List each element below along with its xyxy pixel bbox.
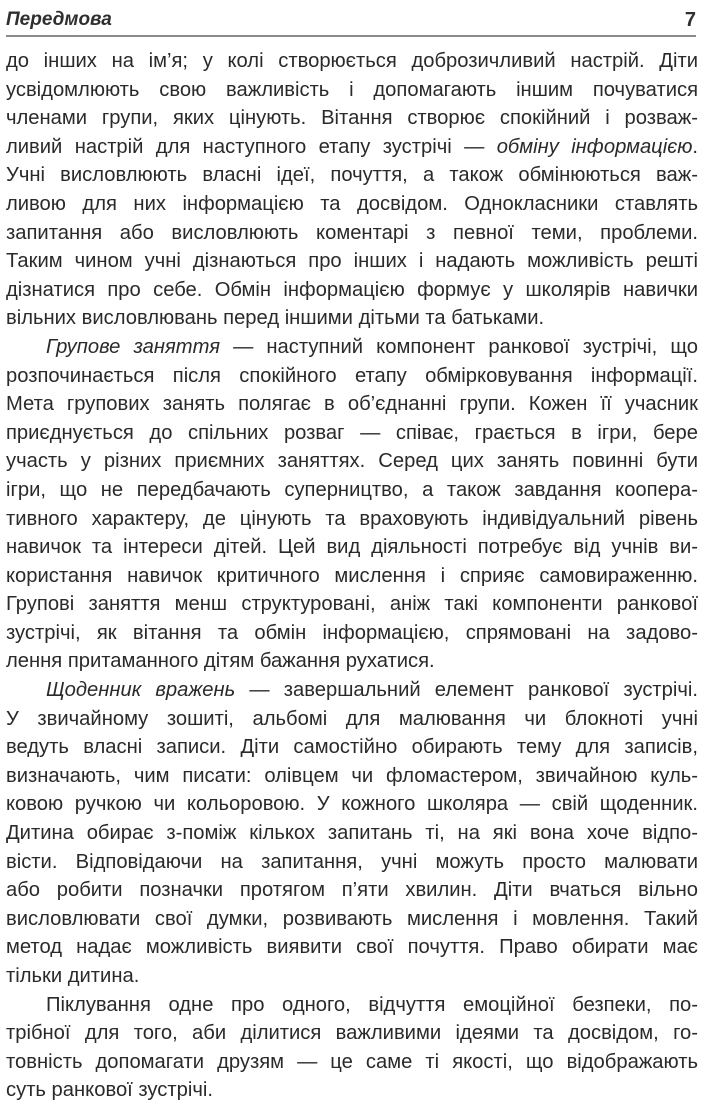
running-header bbox=[6, 3, 696, 37]
text-line: або робити позначки протягом п’яти хвилин. Діти вчаться вільно bbox=[6, 879, 698, 902]
line-text: — завершальний елемент ранкової зустрічі. bbox=[235, 679, 698, 702]
text-line: дізнатися про себе. Обмін інформацією формує у школярів навички bbox=[6, 278, 698, 301]
paragraph bbox=[6, 333, 698, 676]
text-line: розпочинається після спокійного етапу обмірковування інформації. bbox=[6, 364, 698, 387]
text-line: тивного характеру, де цінують та враховують індивідуальний рівень bbox=[6, 507, 698, 530]
section-title: Передмова bbox=[6, 9, 112, 30]
italic-term: Щоденник вражень bbox=[46, 679, 236, 702]
text-line: навичок та інтереси дітей. Цей вид діяльності потребує від учнів ви- bbox=[6, 536, 698, 559]
text-line: усвідомлюють свою важливість і допомагають іншим почуватися bbox=[6, 78, 698, 101]
text-line: Таким чином учні дізнаються про інших і надають можливість решті bbox=[6, 250, 698, 273]
text-line: зустрічі, як вітання та обмін інформацією, спрямовані на задово- bbox=[6, 621, 698, 644]
text-line: ковою ручкою чи кольоровою. У кожного школяра — свій щоденник. bbox=[6, 793, 698, 816]
text-line: Групові заняття менш структуровані, аніж такі компоненти ранкової bbox=[6, 593, 698, 616]
text-line: вісти. Відповідаючи на запитання, учні можуть просто малювати bbox=[6, 850, 698, 873]
text-line: лення притаманного дітям бажання рухатися. bbox=[6, 650, 435, 673]
italic-term: обміну інформацією bbox=[496, 135, 693, 158]
text-line: тільки дитина. bbox=[6, 965, 140, 987]
text-line: користання навичок критичного мислення і сприяє самовираженню. bbox=[6, 564, 698, 587]
paragraph bbox=[6, 991, 698, 1105]
text-line: метод надає можливість виявити свої почуття. Право обирати має bbox=[6, 936, 698, 959]
line-text: . bbox=[692, 135, 698, 158]
italic-term: Групове заняття bbox=[46, 335, 220, 358]
text-line: Мета групових занять полягає в об’єднанні групи. Кожен її учасник bbox=[6, 393, 698, 416]
text-line: членами групи, яких цінують. Вітання створює спокійний і розваж- bbox=[6, 107, 698, 130]
text-line: запитання або висловлюють коментарі з певної теми, проблеми. bbox=[6, 221, 698, 244]
text-line: приєднується до спільних розваг — співає, грається в ігри, бере bbox=[6, 421, 698, 444]
line-text: ливий настрій для наступного етапу зустрічі — bbox=[6, 135, 497, 158]
text-line: вільних висловлювань перед іншими дітьми та батьками. bbox=[6, 307, 545, 330]
page-number: 7 bbox=[684, 9, 696, 31]
text-line: Учні висловлюють власні ідеї, почуття, а також обмінюються важ- bbox=[6, 164, 698, 187]
text-line bbox=[6, 333, 698, 362]
text-line: висловлювати свої думки, розвивають мислення і мовлення. Такий bbox=[6, 907, 698, 930]
text-line bbox=[6, 676, 698, 705]
text-line: до інших на ім’я; у колі створюється доброзичливий настрій. Діти bbox=[6, 50, 698, 72]
text-line: Піклування одне про одного, відчуття емоційної безпеки, по- bbox=[46, 993, 698, 1016]
text-line: трібної для того, аби ділитися важливими ідеями та досвідом, го- bbox=[6, 1022, 698, 1045]
text-line: суть ранкової зустрічі. bbox=[6, 1079, 213, 1102]
text-line: Дитина обирає з-поміж кількох запитань ті, на які вона хоче відпо- bbox=[6, 822, 698, 845]
text-line: ливою для них інформацією та досвідом. Однокласники ставлять bbox=[6, 192, 698, 215]
text-line: товність допомагати друзям — це саме ті якості, що відображають bbox=[6, 1050, 698, 1073]
text-line: ігри, що не передбачають суперництво, а також завдання коопера- bbox=[6, 478, 698, 501]
paragraph bbox=[6, 676, 698, 991]
text-line: ведуть власні записи. Діти самостійно обирають тему для записів, bbox=[6, 736, 698, 759]
body-text bbox=[6, 47, 698, 1105]
line-text: — наступний компонент ранкової зустрічі, що bbox=[219, 335, 698, 358]
text-line bbox=[6, 133, 698, 162]
text-line: визначають, чим писати: олівцем чи фломастером, звичайною куль- bbox=[6, 764, 698, 787]
text-line: У звичайному зошиті, альбомі для малювання чи блокноті учні bbox=[6, 707, 698, 730]
paragraph bbox=[6, 47, 698, 333]
text-line: участь у різних приємних заняттях. Серед цих занять повинні бути bbox=[6, 450, 698, 473]
